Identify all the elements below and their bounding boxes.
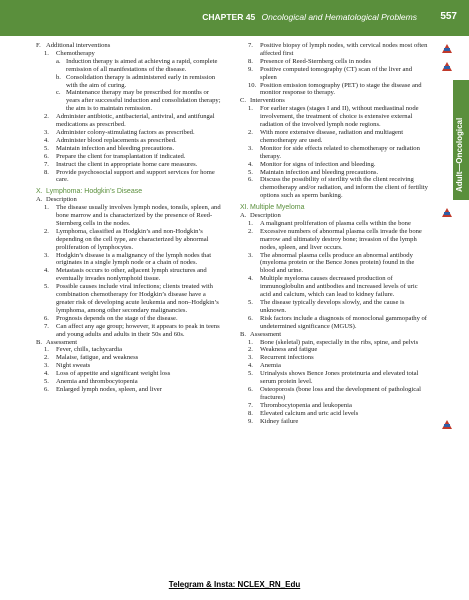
list-item <box>44 386 222 394</box>
item-text: The abnormal plasma cells produce an abnormal antibody (myeloma protein or the Bence Jones protein) found in the blood and urine. <box>260 251 415 275</box>
list-item <box>248 129 430 145</box>
list-item <box>44 354 222 362</box>
item-label: 5. <box>248 168 253 176</box>
section-heading <box>240 204 430 212</box>
list-item <box>248 299 430 315</box>
item-text: Weakness and fatigue <box>260 346 318 354</box>
item-label: 5. <box>44 283 49 291</box>
right-column <box>240 42 430 426</box>
list-item <box>248 82 430 98</box>
list-item <box>248 220 430 228</box>
item-text: Enlarged lymph nodes, spleen, and liver <box>56 385 162 393</box>
list-item <box>248 252 430 276</box>
item-text: With more extensive disease, radiation and multiagent chemotherapy are used. <box>260 128 404 144</box>
item-label: 5. <box>248 299 253 306</box>
item-text: Fever, chills, tachycardia <box>56 346 123 354</box>
item-label: 7. <box>44 160 49 168</box>
list-item <box>248 42 430 58</box>
item-text: Urinalysis shows Bence Jones proteinuria and elevated total serum protein level. <box>260 370 419 386</box>
item-label: 2. <box>44 113 49 121</box>
priority-pyramid-icon <box>442 44 452 53</box>
item-label: 9. <box>248 417 253 425</box>
item-text: Hodgkin’s disease is a malignancy of the lymph nodes that originates in a single lymph node or a chain of nodes. <box>56 251 212 267</box>
item-label: 1. <box>248 105 253 113</box>
item-text: Excessive numbers of abnormal plasma cells invade the bone marrow and ultimately destroy bone; invasion of the lymph nodes, spleen, and liver occurs. <box>260 227 422 251</box>
side-tab <box>453 80 469 200</box>
list-item <box>44 161 222 169</box>
item-text: Chemotherapy <box>56 49 95 57</box>
item-text: Instruct the client in appropriate home care measures. <box>56 160 198 168</box>
item-label: 4. <box>248 275 253 283</box>
list-item <box>44 137 222 145</box>
list-item <box>240 331 430 339</box>
list-item <box>44 153 222 161</box>
item-text: Positive computed tomography (CT) scan of the liver and spleen <box>260 65 412 81</box>
item-label: 3. <box>248 144 253 152</box>
chapter-number: CHAPTER 45 <box>202 12 256 22</box>
item-label: 4. <box>248 362 253 370</box>
list-item <box>248 58 430 66</box>
list-item <box>248 169 430 177</box>
item-text: Maintenance therapy may be prescribed for months or years after successful induction and consolidation therapy; the aim is to maintain remission. <box>66 89 221 113</box>
list-item <box>44 129 222 137</box>
item-label: B. <box>240 330 247 338</box>
item-text: Elevated calcium and uric acid levels <box>260 409 359 417</box>
list-item <box>248 161 430 169</box>
item-label: 6. <box>44 385 49 393</box>
item-text: Malaise, fatigue, and weakness <box>56 354 139 362</box>
item-text: Metastasis occurs to other, adjacent lymph structures and eventually invades nonlymphoid tissue. <box>56 267 207 283</box>
item-label: 2. <box>248 128 253 136</box>
item-text: Kidney failure <box>260 417 299 425</box>
item-text: Lymphoma, classified as Hodgkin’s and non-Hodgkin’s depending on the cell type, are characterized by abnormal proliferation of lymphocytes. <box>56 227 209 251</box>
list-item <box>248 105 430 129</box>
item-text: Positive biopsy of lymph nodes, with cervical nodes most often affected first <box>260 42 428 57</box>
item-label: 1. <box>248 219 253 227</box>
item-label: c. <box>56 89 61 97</box>
item-text: For earlier stages (stages I and II), without mediastinal node involvement, the treatment of choice is extensive external radiation of the involved lymph node regions. <box>260 105 419 129</box>
item-label: 3. <box>248 354 253 362</box>
item-text: Interventions <box>250 97 285 105</box>
item-text: Possible causes include viral infections; clients treated with combination chemotherapy for Hodgkin’s disease have a greater risk of developing acute leukemia and non–Hodgkin’s lymphoma, among other secondary malignancies. <box>56 283 219 314</box>
item-label: 6. <box>248 385 253 393</box>
item-text: Recurrent infections <box>260 354 314 362</box>
list-item <box>44 204 222 228</box>
list-item <box>36 196 222 204</box>
item-label: 8. <box>248 409 253 417</box>
item-text: Additional interventions <box>46 42 111 49</box>
item-text: Can affect any age group; however, it appears to peak in teens and young adults and adults in their 50s and 60s. <box>56 322 220 338</box>
list-item <box>44 283 222 315</box>
list-item <box>248 315 430 331</box>
item-label: 2. <box>44 227 49 235</box>
item-label: 6. <box>248 314 253 322</box>
list-item <box>248 362 430 370</box>
item-label: X. <box>36 188 43 196</box>
list-item <box>56 58 222 74</box>
item-label: 2. <box>44 354 49 362</box>
item-label: 1. <box>44 204 49 212</box>
item-label: 6. <box>44 314 49 322</box>
page-number: 557 <box>440 11 457 22</box>
item-text: Thrombocytopenia and leukopenia <box>260 401 352 409</box>
item-label: 8. <box>248 57 253 65</box>
item-label: 7. <box>44 322 49 330</box>
item-text: Administer antibiotic, antibacterial, antiviral, and antifungal medications as prescribed. <box>56 113 215 129</box>
item-text: Monitor for signs of infection and bleeding. <box>260 160 376 168</box>
item-text: Osteoporosis (bone loss and the development of pathological fractures) <box>260 385 421 401</box>
item-text: Assessment <box>250 330 282 338</box>
item-text: Multiple myeloma causes decreased production of immunoglobulin and antibodies and increased levels of uric acid and calcium, which can lead to kidney failure. <box>260 275 418 299</box>
item-label: 2. <box>248 346 253 354</box>
list-item <box>248 176 430 200</box>
priority-pyramid-icon <box>442 208 452 217</box>
list-item <box>44 267 222 283</box>
item-label: 5. <box>248 370 253 378</box>
left-column <box>36 42 222 394</box>
item-label: 6. <box>248 176 253 184</box>
item-text: Description <box>250 212 281 220</box>
item-label: 10. <box>248 81 257 89</box>
list-item <box>44 169 222 185</box>
item-text: Prognosis depends on the stage of the disease. <box>56 314 178 322</box>
item-text: The disease typically develops slowly, and the cause is unknown. <box>260 299 405 314</box>
list-item <box>44 346 222 354</box>
list-item <box>44 370 222 378</box>
item-label: 5. <box>44 378 49 386</box>
item-text: Position emission tomography (PET) to stage the disease and monitor response to therapy. <box>260 81 422 97</box>
item-text: Induction therapy is aimed at achieving a rapid, complete remission of all manifestations of the disease. <box>66 57 218 73</box>
page-header <box>0 0 469 36</box>
item-label: B. <box>36 338 43 346</box>
item-text: Administer blood replacements as prescribed. <box>56 136 177 144</box>
item-text: Maintain infection and bleeding precautions. <box>260 168 379 176</box>
list-item <box>44 50 222 58</box>
running-head <box>202 12 417 22</box>
item-text: Anemia <box>260 362 281 370</box>
list-item <box>248 354 430 362</box>
item-label: 3. <box>248 251 253 259</box>
item-text: Maintain infection and bleeding precautions. <box>56 144 175 152</box>
list-item <box>56 74 222 90</box>
list-item <box>44 315 222 323</box>
item-label: 8. <box>44 168 49 176</box>
item-label: 4. <box>44 267 49 275</box>
list-item <box>248 410 430 418</box>
item-label: 7. <box>248 401 253 409</box>
list-item <box>248 346 430 354</box>
item-text: The disease usually involves lymph nodes, tonsils, spleen, and bone marrow and is characterized by the presence of Reed-Sternberg cells in the nodes. <box>56 204 221 227</box>
list-item <box>248 275 430 299</box>
side-tab-label: Adult—Oncological <box>455 117 464 192</box>
item-text: Prepare the client for transplantation if indicated. <box>56 152 186 160</box>
item-label: F. <box>36 42 41 49</box>
priority-pyramid-icon <box>442 420 452 429</box>
item-label: 4. <box>44 136 49 144</box>
item-text: Lymphoma: Hodgkin’s Disease <box>46 188 143 196</box>
list-item <box>248 386 430 402</box>
item-label: 4. <box>44 370 49 378</box>
item-label: A. <box>240 212 247 220</box>
item-label: 1. <box>44 346 49 354</box>
item-label: 1. <box>44 49 49 57</box>
item-label: A. <box>36 196 43 204</box>
item-label: XI. <box>240 204 249 212</box>
item-label: 5. <box>44 144 49 152</box>
list-item <box>248 402 430 410</box>
item-text: Administer colony-stimulating factors as prescribed. <box>56 128 195 136</box>
item-text: Presence of Reed-Sternberg cells in nodes <box>260 57 372 65</box>
list-item <box>44 378 222 386</box>
priority-pyramid-icon <box>442 62 452 71</box>
item-label: 4. <box>248 160 253 168</box>
item-label: a. <box>56 57 61 65</box>
list-item <box>36 339 222 347</box>
footer-watermark: Telegram & Insta: NCLEX_RN_Edu <box>168 580 301 589</box>
item-text: Provide psychosocial support and support services for home care. <box>56 168 215 184</box>
item-label: 3. <box>44 362 49 370</box>
item-text: Multiple Myeloma <box>250 204 305 212</box>
item-label: 9. <box>248 65 253 73</box>
list-item <box>44 252 222 268</box>
list-item <box>248 66 430 82</box>
item-label: 7. <box>248 42 253 49</box>
item-text: Consolidation therapy is administered early in remission with the aim of curing. <box>66 73 216 89</box>
list-item <box>248 418 430 426</box>
list-item <box>44 362 222 370</box>
item-text: Risk factors include a diagnosis of monoclonal gammopathy of undetermined significance (MGUS). <box>260 314 428 330</box>
item-text: Loss of appetite and significant weight loss <box>56 370 171 378</box>
item-label: 1. <box>248 338 253 346</box>
list-item <box>44 113 222 129</box>
item-text: Monitor for side effects related to chemotherapy or radiation therapy. <box>260 144 420 160</box>
item-label: 3. <box>44 251 49 259</box>
list-item <box>248 228 430 252</box>
list-item <box>44 323 222 339</box>
item-label: b. <box>56 73 61 81</box>
item-text: Description <box>46 196 77 204</box>
list-item <box>248 339 430 347</box>
list-item <box>248 145 430 161</box>
item-text: Bone (skeletal) pain, especially in the ribs, spine, and pelvis <box>260 338 419 346</box>
item-text: Assessment <box>46 338 78 346</box>
item-text: A malignant proliferation of plasma cells within the bone <box>260 219 411 227</box>
item-label: 6. <box>44 152 49 160</box>
list-item <box>240 97 430 105</box>
section-heading <box>36 188 222 196</box>
item-text: Night sweats <box>56 362 91 370</box>
list-item <box>36 42 222 50</box>
item-text: Anemia and thrombocytopenia <box>56 378 138 386</box>
list-item <box>44 228 222 252</box>
item-text: Discuss the possibility of sterility with the client receiving chemotherapy and/or radiation, and inform the client of fertility options such as sperm banking. <box>260 176 428 200</box>
item-label: 2. <box>248 227 253 235</box>
list-item <box>56 89 222 113</box>
chapter-title: Oncological and Hematological Problems <box>261 12 417 22</box>
list-item <box>44 145 222 153</box>
item-label: C. <box>240 97 247 105</box>
item-label: 3. <box>44 128 49 136</box>
list-item <box>248 370 430 386</box>
list-item <box>240 212 430 220</box>
